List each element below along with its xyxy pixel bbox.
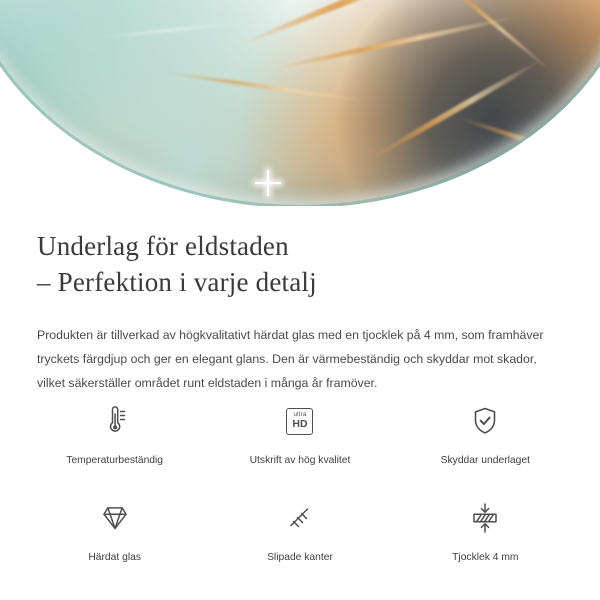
ultra-hd-badge-top: ultra	[293, 411, 307, 419]
white-vein	[93, 21, 242, 40]
feature-item	[22, 398, 207, 467]
gold-vein	[275, 14, 521, 71]
polished-edges-icon	[277, 495, 323, 541]
sparkle-icon	[255, 170, 281, 196]
feature-label: Skyddar underlaget	[440, 455, 530, 466]
feature-grid	[22, 398, 578, 564]
gold-vein	[367, 58, 543, 163]
text-block	[37, 228, 565, 395]
feature-item	[207, 495, 392, 564]
page-title-line-2: – Perfektion i varje detalj	[37, 267, 317, 297]
body-paragraph: Produkten är tillverkad av högkvalitativt härdat glas med en tjocklek på 4 mm, som framhäver tryckets färgdjup och ger en elegant glans. Den är värmebeständig och skyddar mot skador, vilket säkerställer området runt eldstaden i många år framöver.	[37, 328, 544, 390]
ultra-hd-icon	[277, 398, 323, 444]
feature-label: Temperaturbeständig	[66, 455, 164, 466]
glass-edge	[0, 0, 600, 206]
gold-vein	[455, 115, 600, 172]
hero-image	[0, 0, 600, 206]
feature-item	[393, 495, 578, 564]
feature-label: Slipade kanter	[267, 552, 333, 563]
feature-item	[22, 495, 207, 564]
page-title-line-1: Underlag för eldstaden	[37, 231, 289, 261]
diamond-icon	[92, 495, 138, 541]
feature-label: Tjocklek 4 mm	[452, 552, 519, 563]
ultra-hd-badge-bottom: HD	[292, 418, 308, 431]
gold-vein	[163, 70, 372, 103]
feature-label: Utskrift av hög kvalitet	[249, 455, 351, 466]
feature-item	[393, 398, 578, 467]
feature-item	[207, 398, 392, 467]
thickness-arrows-icon	[462, 495, 508, 541]
thermometer-icon	[92, 398, 138, 444]
marble-disc-graphic	[0, 0, 600, 206]
page-title	[37, 228, 565, 300]
shield-check-icon	[462, 398, 508, 444]
feature-label: Härdat glas	[88, 552, 141, 563]
